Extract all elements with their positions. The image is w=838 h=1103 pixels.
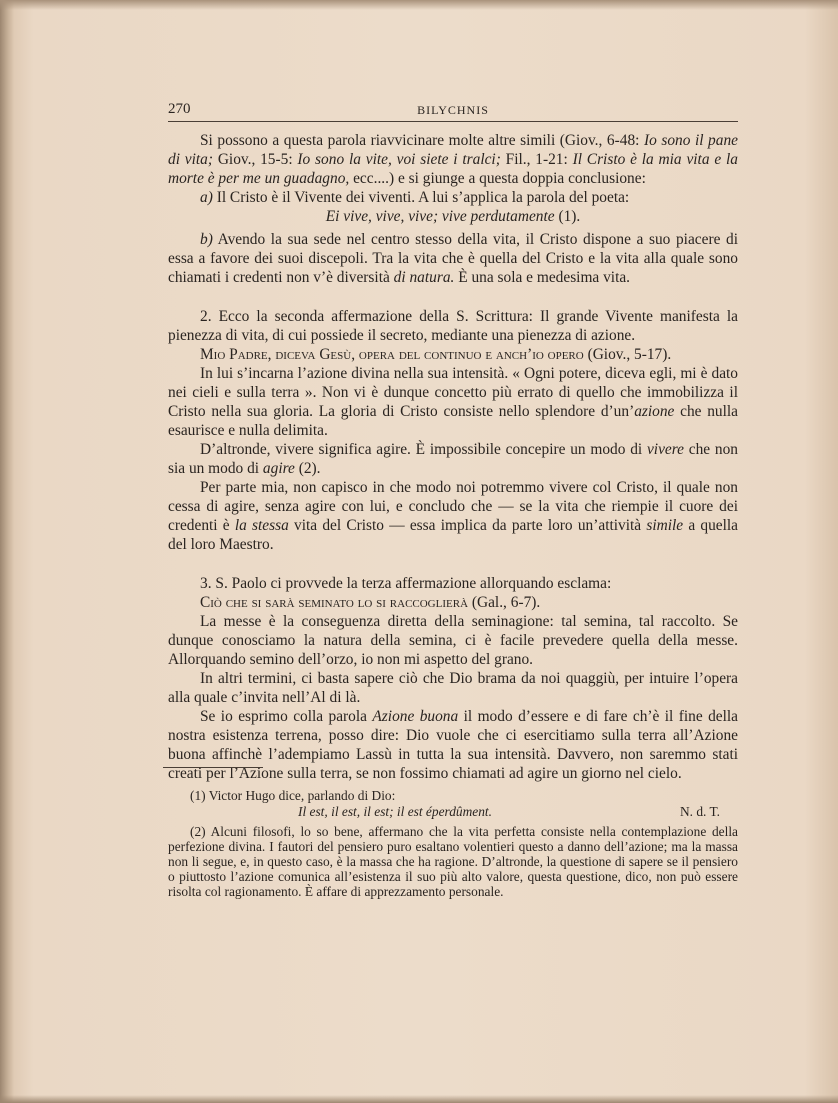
text-run: Giov., 15-5: [213,151,298,168]
emphasis: la stessa [234,517,289,534]
text-run: Fil., 1-21: [500,151,573,168]
section-3-paragraph: In altri termini, ci basta sapere ciò che Dio brama da noi quaggiù, per intuire l’opera alla quale c’invita nell’Al di là. [168,670,738,706]
footnote-verse: Il est, il est, il est; il est éperdûment. [298,804,493,819]
emphasis: Io sono il pane di vita; [168,132,738,168]
body-text [168,131,738,783]
emphasis: simile [646,517,684,534]
text-run: Se io esprimo colla parola [200,708,373,725]
text-run: In lui s’incarna l’azione divina nella sua intensità. « Ogni potere, diceva egli, mi è dato nei cieli e sulla terra ». Non vi è dunque concetto più errato di quello che immobilizza il Cristo nella sua gloria. La gloria di Cristo consiste nello splendore d’un’ [168,365,738,420]
text-run: a quella del loro Maestro. [168,517,738,553]
page-left-edge [0,0,14,1103]
running-header [168,101,738,122]
text-run: Si possono a questa parola riavvicinare molte altre simili (Giov., 6-48: [200,132,644,149]
page-top-edge [0,0,838,10]
quote-verse: Ei vive, vive, vive; vive perdutamente [325,208,555,225]
section-2-paragraph [168,478,738,554]
paragraph-point-b [168,230,738,287]
paragraph-point-a [168,188,738,207]
text-run: Per parte mia, non capisco in che modo noi potremmo vivere col Cristo, il quale non cessa di agire, senza agire con lui, e concludo che — se la vita che riempie il cuore dei credenti è [168,479,738,534]
emphasis: azione [634,403,675,420]
citation: (Giov., 5-17). [583,346,672,363]
running-title: BILYCHNIS [417,103,489,117]
list-label: a) [200,189,213,206]
emphasis: agire [262,460,295,477]
text-run: che non sia un modo di [168,441,739,477]
section-2-paragraph [168,364,738,440]
smallcaps-quote: Ciò che si sarà seminato lo si raccoglierà [200,594,469,611]
footnote-1-verse-line [168,803,738,820]
footnote-1: (1) Victor Hugo dice, parlando di Dio: [190,788,396,803]
page-number: 270 [168,101,191,117]
section-3-paragraph: La messe è la conseguenza diretta della seminagione: tal semina, tal raccolto. Se dunque conosciamo la natura della semina, ci è facile prevedere quella della messe. Allorquando semino dell’orzo, io non mi aspetto del grano. [168,613,738,668]
poem-quote [168,207,738,226]
text-run: D’altronde, vivere significa agire. È impossibile concepire un modo di [200,441,647,458]
emphasis: Azione buona [372,708,459,725]
section-2-quote [168,345,738,364]
section-2-paragraph [168,440,738,478]
text-run: ecc....) e si giunge a questa doppia conclusione: [349,170,646,187]
section-gap [168,554,738,574]
text-run: È una sola e medesima vita. [454,269,631,286]
footnote-rule [163,767,263,768]
citation: (Gal., 6-7). [468,594,541,611]
text-run: (2). [294,460,321,477]
section-gap [168,287,738,307]
section-3-quote [168,593,738,612]
paragraph-intro [168,131,738,188]
list-label: b) [200,231,213,248]
text-run: Il Cristo è il Vivente dei viventi. A lui s’applica la parola del poeta: [216,189,630,206]
translator-note: N. d. T. [679,804,720,819]
text-run: il modo d’essere e di fare ch’è il fine della nostra esistenza terrena, posso dire: Dio vuole che ci esercitiamo sulla terra all’Azione buona affinchè l’adempiamo Lassù in tutta la sua intensità. Davvero, non saremmo stati creati per l’Azione sulla terra, se non fossimo chiamati ad agire un giorno nel cielo. [168,708,738,782]
emphasis: di natura. [393,269,455,286]
smallcaps-quote: Mio Padre, diceva Gesù, opera del continuo e anch’io opero [200,346,584,363]
emphasis: vivere [646,441,684,458]
footnote-ref: (1). [554,208,581,225]
page-bottom-edge [0,1095,838,1103]
section-3-paragraph [168,707,738,783]
text-run: vita del Cristo — essa implica da parte loro un’attività [288,517,647,534]
footnote-2: (2) Alcuni filosofi, lo so bene, affermano che la vita perfetta consiste nella contemplazione della perfezione divina. I fautori del pensiero puro esaltano volentieri questo a danno dell’azione; ma la massa non li segue, e, in questo caso, è la massa che ha ragione. D’altronde, la questione di sapere se il pensiero o piuttosto l’azione comunica all’esistenza il suo più alto valore, questa questione, dico, non può essere risolta col ragionamento. È affare di apprezzamento personale. [168,824,738,899]
text-run: che nulla esaurisce e nulla delimita. [168,403,739,439]
text-run: Avendo la sua sede nel centro stesso della vita, il Cristo dispone a suo piacere di essa a favore dei suoi discepoli. Tra la vita che è quella del Cristo e la vita alla quale sono chiamati i credenti non v’è diversità [168,231,738,286]
section-2-intro: 2. Ecco la seconda affermazione della S. Scrittura: Il grande Vivente manifesta la pienezza di vita, di cui possiede il secreto, mediante una pienezza di azione. [168,308,738,344]
emphasis: Il Cristo è la mia vita e la morte è per me un guadagno, [168,151,738,187]
section-3-intro: 3. S. Paolo ci provvede la terza affermazione allorquando esclama: [200,575,612,592]
footnotes [168,788,738,899]
emphasis: Io sono la vite, voi siete i tralci; [297,151,501,168]
